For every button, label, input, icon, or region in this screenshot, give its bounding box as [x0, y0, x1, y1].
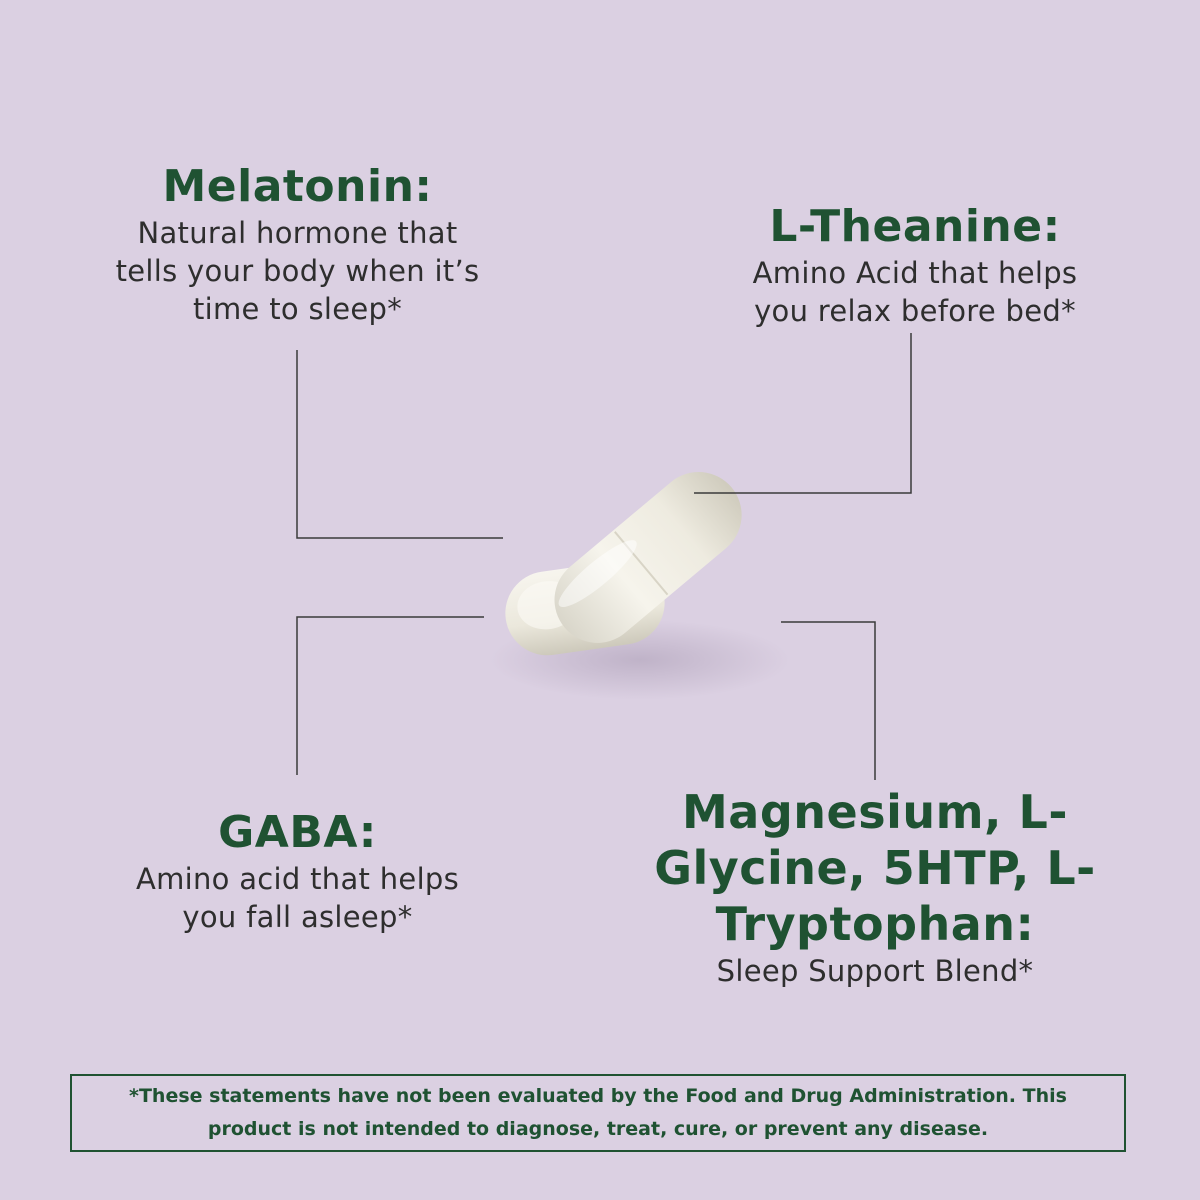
theanine-description: Amino Acid that helps you relax before bed* — [752, 256, 1078, 328]
gaba-heading: GABA: — [218, 807, 377, 858]
gaba-leader-line — [297, 617, 484, 775]
theanine-heading: L-Theanine: — [769, 201, 1061, 252]
blend-description: Sleep Support Blend* — [716, 954, 1034, 988]
theanine-callout — [700, 200, 1130, 330]
melatonin-leader-line — [297, 350, 503, 538]
melatonin-heading: Melatonin: — [162, 161, 433, 212]
gaba-callout — [90, 806, 505, 936]
blend-callout — [640, 784, 1110, 990]
melatonin-description: Natural hormone that tells your body when it’s time to sleep* — [115, 216, 480, 326]
blend-leader-line — [781, 622, 875, 780]
melatonin-callout — [90, 160, 505, 328]
fda-disclaimer: *These statements have not been evaluated by the Food and Drug Administration. This product is not intended to diagnose, treat, cure, or prevent any disease. — [70, 1074, 1126, 1152]
gaba-description: Amino acid that helps you fall asleep* — [135, 862, 460, 934]
theanine-leader-line — [694, 333, 911, 493]
blend-heading: Magnesium, L- Glycine, 5HTP, L- Tryptophan: — [654, 785, 1096, 951]
